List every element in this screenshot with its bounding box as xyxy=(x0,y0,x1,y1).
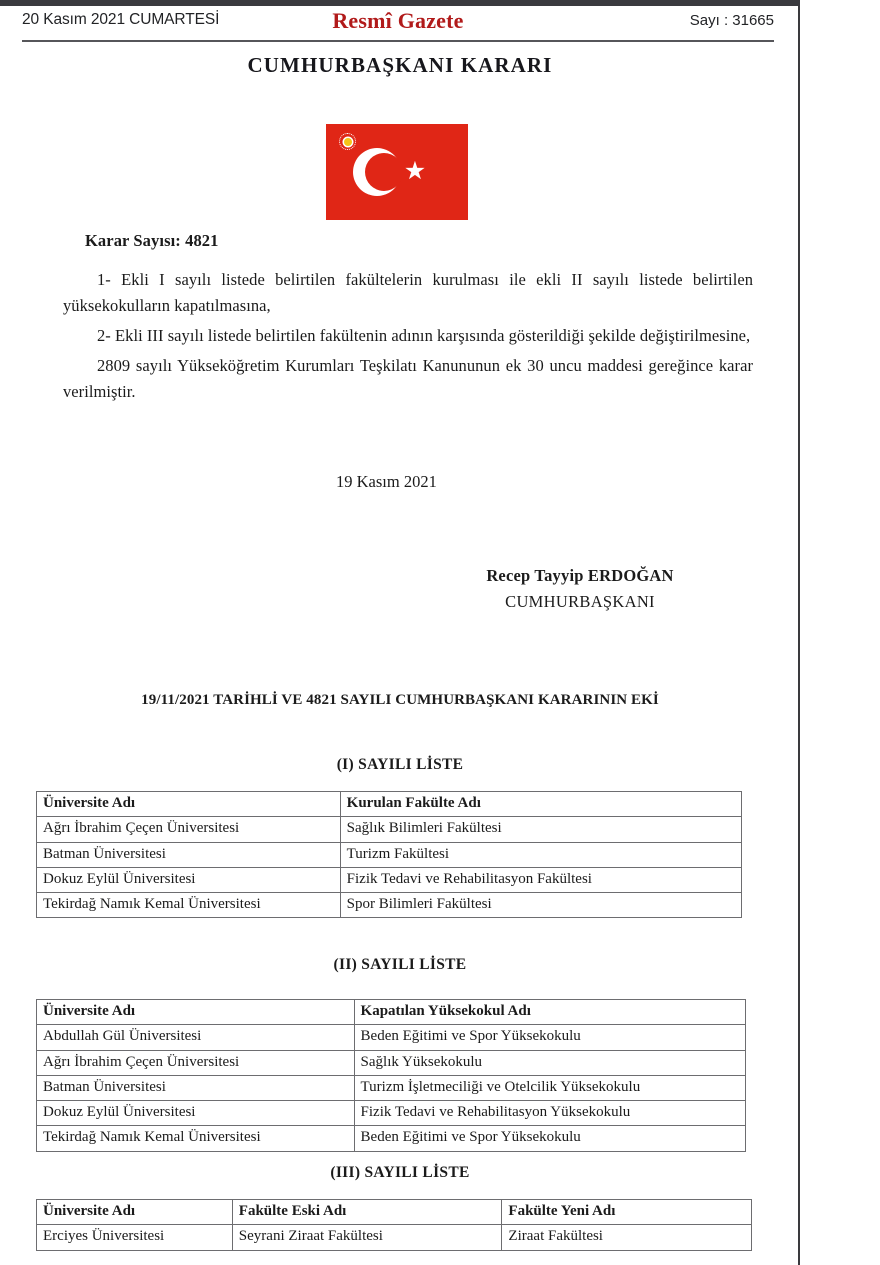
sun-disc xyxy=(344,138,352,146)
table-row xyxy=(37,842,742,867)
table-row xyxy=(37,1126,746,1151)
page-top-bar xyxy=(0,0,800,6)
table-cell: Batman Üniversitesi xyxy=(37,1075,355,1100)
table-row xyxy=(37,867,742,892)
table-cell: Sağlık Yüksekokulu xyxy=(354,1050,745,1075)
masthead-date: 20 Kasım 2021 CUMARTESİ xyxy=(22,11,220,28)
column-header: Kapatılan Yüksekokul Adı xyxy=(354,1000,745,1025)
signer-name: Recep Tayyip ERDOĞAN xyxy=(486,566,674,585)
table-row xyxy=(37,817,742,842)
table-cell: Ağrı İbrahim Çeçen Üniversitesi xyxy=(37,817,341,842)
column-header: Üniversite Adı xyxy=(37,1200,233,1225)
table-header-row xyxy=(37,1200,752,1225)
masthead-issue-number: Sayı : 31665 xyxy=(689,12,774,29)
sayili-liste-3-table xyxy=(36,1199,752,1251)
page-title: CUMHURBAŞKANI KARARI xyxy=(247,53,553,77)
table-cell: Beden Eğitimi ve Spor Yüksekokulu xyxy=(354,1126,745,1151)
annex-title: 19/11/2021 TARİHLİ VE 4821 SAYILI CUMHURBAŞKANI KARARININ EKİ xyxy=(141,692,659,708)
table-header-row xyxy=(37,1000,746,1025)
table-row xyxy=(37,1101,746,1126)
table-cell: Seyrani Ziraat Fakültesi xyxy=(232,1225,502,1250)
table-cell: Batman Üniversitesi xyxy=(37,842,341,867)
decision-date: 19 Kasım 2021 xyxy=(336,472,437,491)
table-row xyxy=(37,893,742,918)
column-header: Üniversite Adı xyxy=(37,792,341,817)
list-heading-3: (III) SAYILI LİSTE xyxy=(330,1164,470,1181)
decree-paragraph-2: 2- Ekli III sayılı listede belirtilen fakültenin adının karşısında gösterildiği şekilde değiştirilmesine, xyxy=(97,326,751,346)
column-header: Fakülte Yeni Adı xyxy=(502,1200,752,1225)
table-cell: Ağrı İbrahim Çeçen Üniversitesi xyxy=(37,1050,355,1075)
sun-icon xyxy=(339,133,356,150)
table-cell: Sağlık Bilimleri Fakültesi xyxy=(340,817,741,842)
table-cell: Tekirdağ Namık Kemal Üniversitesi xyxy=(37,1126,355,1151)
table-row xyxy=(37,1075,746,1100)
page-outer-margin xyxy=(802,0,880,1265)
decree-paragraph-3: 2809 sayılı Yükseköğretim Kurumları Teşkilatı Kanununun ek 30 uncu maddesi gereğince karar verilmiştir. xyxy=(63,356,753,402)
masthead-title: Resmî Gazete xyxy=(332,8,464,33)
table-cell: Erciyes Üniversitesi xyxy=(37,1225,233,1250)
table-cell: Beden Eğitimi ve Spor Yüksekokulu xyxy=(354,1025,745,1050)
decree-body xyxy=(63,231,753,409)
table-row xyxy=(37,1025,746,1050)
table-cell: Turizm Fakültesi xyxy=(340,842,741,867)
table-cell: Turizm İşletmeciliği ve Otelcilik Yüksekokulu xyxy=(354,1075,745,1100)
list-heading-1: (I) SAYILI LİSTE xyxy=(336,756,464,773)
signature-block xyxy=(440,566,720,612)
star-icon: ★ xyxy=(403,158,427,185)
masthead xyxy=(22,8,774,38)
decree-number: Karar Sayısı: 4821 xyxy=(85,231,219,250)
sayili-liste-2-table xyxy=(36,999,746,1152)
list-heading-2: (II) SAYILI LİSTE xyxy=(333,956,467,973)
table-cell: Dokuz Eylül Üniversitesi xyxy=(37,867,341,892)
turkish-presidential-flag-icon xyxy=(326,124,468,220)
table-row xyxy=(37,1050,746,1075)
signer-role: CUMHURBAŞKANI xyxy=(505,592,655,611)
column-header: Kurulan Fakülte Adı xyxy=(340,792,741,817)
table-header-row xyxy=(37,792,742,817)
table-row xyxy=(37,1225,752,1250)
crescent-cutout xyxy=(365,153,403,191)
table-cell: Fizik Tedavi ve Rehabilitasyon Yüksekokulu xyxy=(354,1101,745,1126)
table-cell: Ziraat Fakültesi xyxy=(502,1225,752,1250)
masthead-divider xyxy=(22,40,774,42)
sayili-liste-1-table xyxy=(36,791,742,918)
table-cell: Spor Bilimleri Fakültesi xyxy=(340,893,741,918)
table-cell: Tekirdağ Namık Kemal Üniversitesi xyxy=(37,893,341,918)
decree-paragraph-1: 1- Ekli I sayılı listede belirtilen fakültelerin kurulması ile ekli II sayılı listede belirtilen yüksekokulların kapatılmasına, xyxy=(63,270,753,316)
column-header: Üniversite Adı xyxy=(37,1000,355,1025)
table-cell: Dokuz Eylül Üniversitesi xyxy=(37,1101,355,1126)
column-header: Fakülte Eski Adı xyxy=(232,1200,502,1225)
table-cell: Fizik Tedavi ve Rehabilitasyon Fakültesi xyxy=(340,867,741,892)
table-cell: Abdullah Gül Üniversitesi xyxy=(37,1025,355,1050)
